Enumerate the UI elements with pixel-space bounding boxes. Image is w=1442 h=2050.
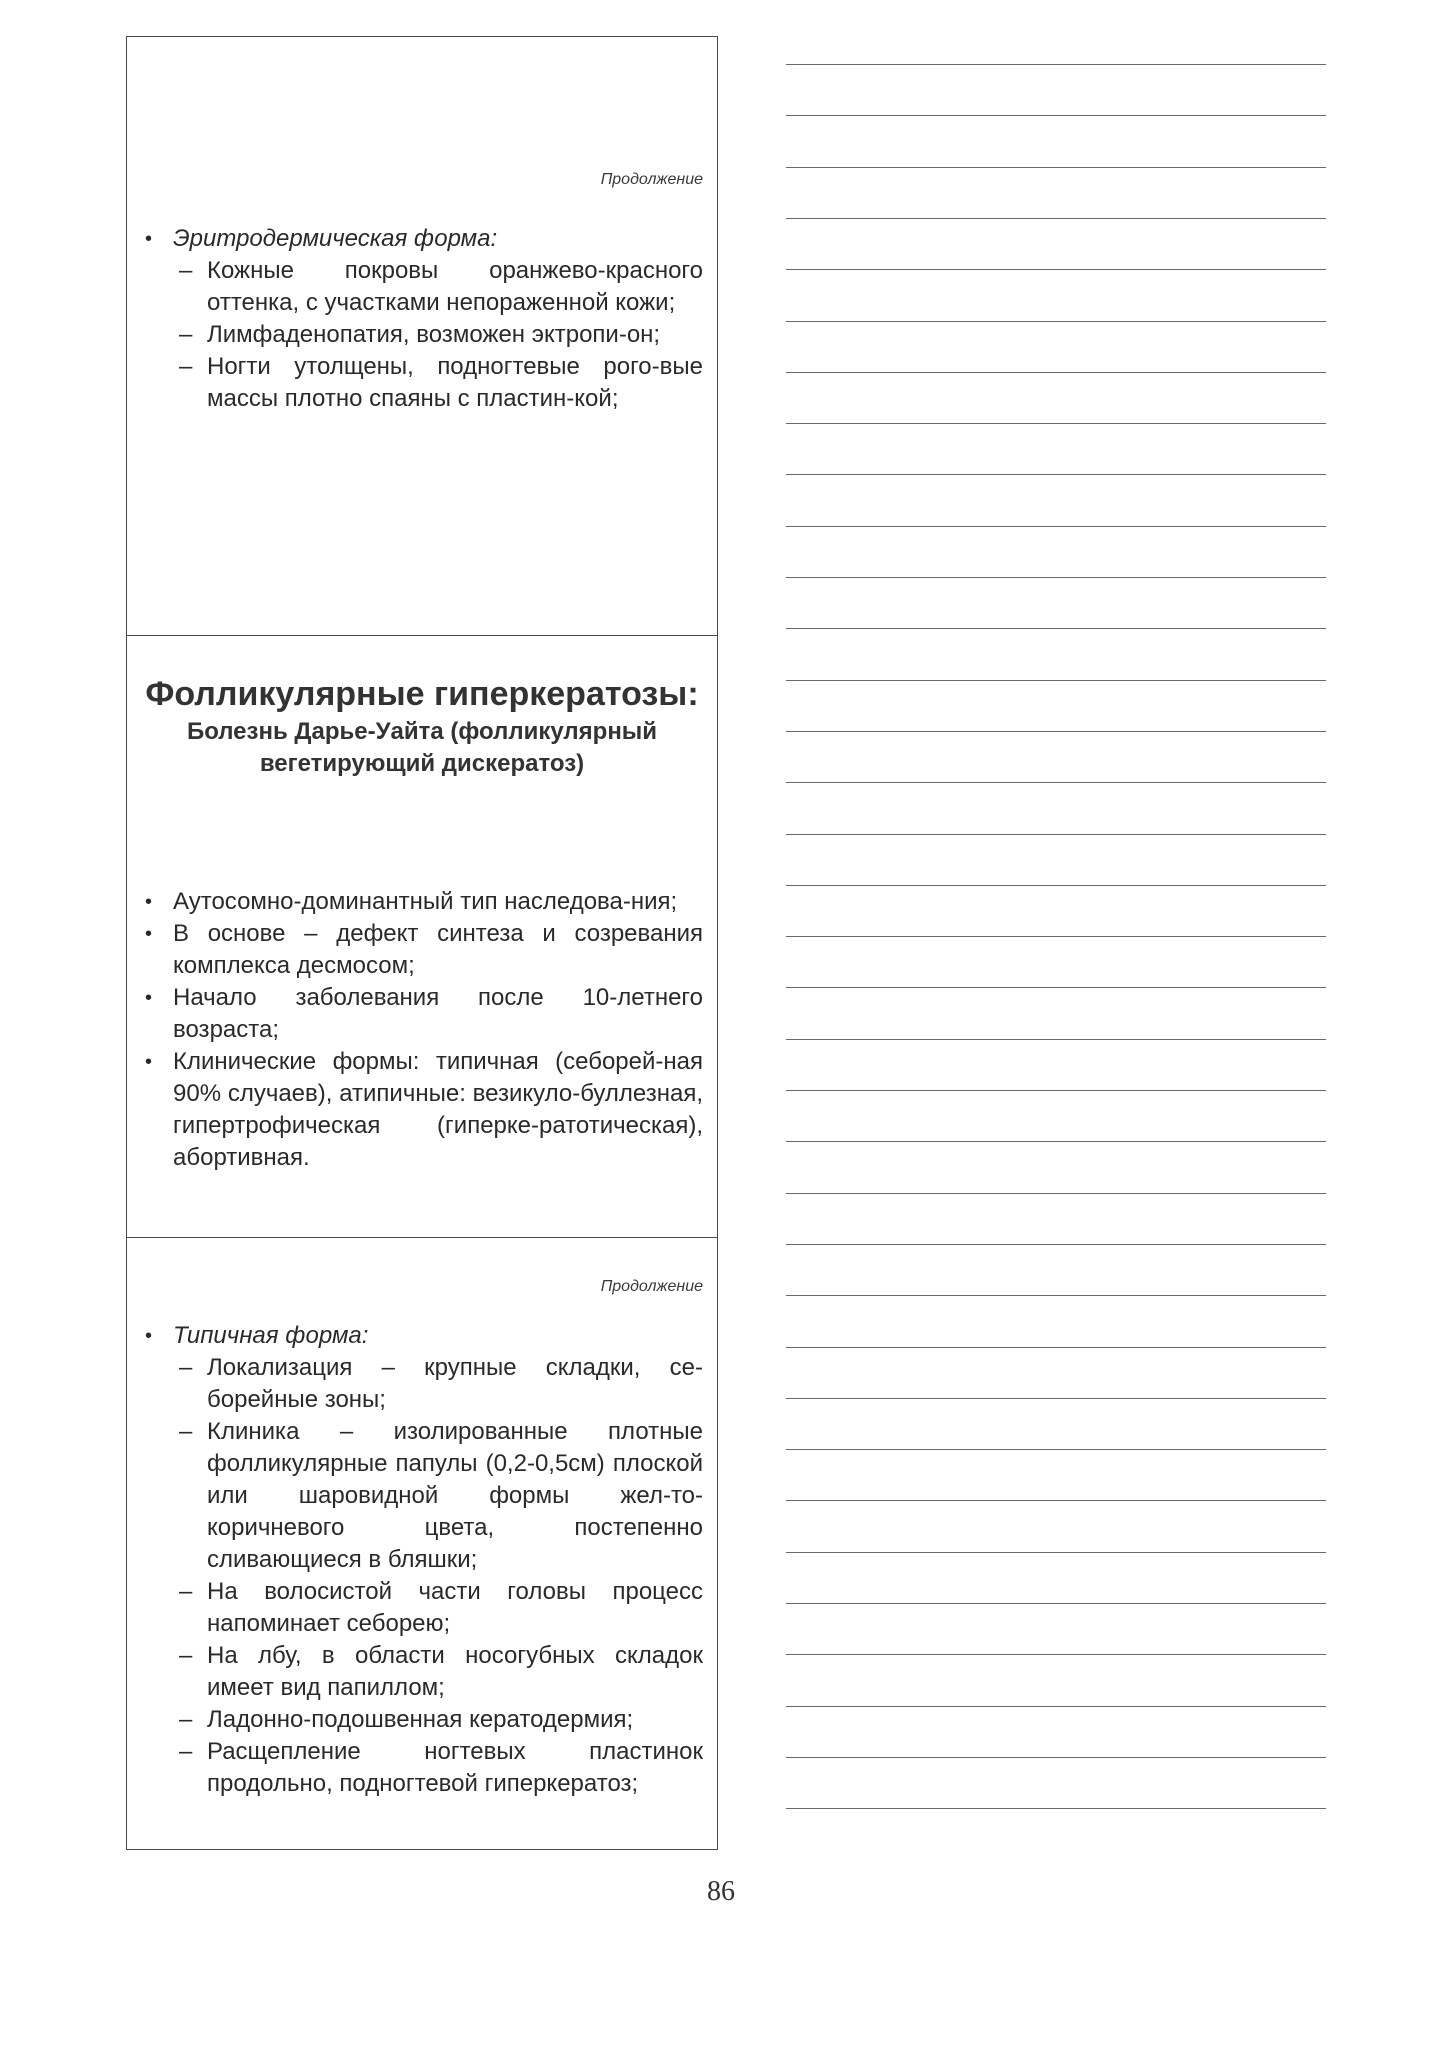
note-line xyxy=(786,1244,1326,1245)
note-line xyxy=(786,936,1326,937)
note-line xyxy=(786,628,1326,629)
note-line xyxy=(786,782,1326,783)
sub-list-item: – На лбу, в области носогубных складок имеет вид папиллом; xyxy=(173,1640,703,1704)
note-line xyxy=(786,115,1326,116)
note-line xyxy=(786,1398,1326,1399)
slide-title: Фолликулярные гиперкератозы: xyxy=(145,675,699,713)
slide-typical-form xyxy=(126,1238,718,1850)
note-line xyxy=(786,1193,1326,1194)
continuation-label: Продолжение xyxy=(600,171,703,188)
note-line xyxy=(786,1706,1326,1707)
note-line xyxy=(786,1603,1326,1604)
list-item xyxy=(139,223,703,415)
note-line xyxy=(786,526,1326,527)
sub-list-item: – Лимфаденопатия, возможен эктропи-он; xyxy=(173,319,703,351)
slide-body xyxy=(139,1320,703,1800)
note-line xyxy=(786,680,1326,681)
note-line xyxy=(786,1141,1326,1142)
note-line xyxy=(786,1808,1326,1809)
note-line xyxy=(786,987,1326,988)
note-line xyxy=(786,885,1326,886)
note-line xyxy=(786,167,1326,168)
list-item xyxy=(139,1320,703,1800)
slide-title-block xyxy=(127,674,717,780)
page-number: 86 xyxy=(707,1876,735,1907)
note-line xyxy=(786,1347,1326,1348)
list-item: • В основе – дефект синтеза и созревания комплекса десмосом; xyxy=(139,918,703,982)
note-line xyxy=(786,269,1326,270)
note-line xyxy=(786,1654,1326,1655)
note-line xyxy=(786,731,1326,732)
sub-list-item: – Ногти утолщены, подногтевые рого-вые массы плотно спаяны с пластин-кой; xyxy=(173,351,703,415)
note-line xyxy=(786,1295,1326,1296)
slide-subtitle: Болезнь Дарье-Уайта (фолликулярный вегетирующий дискератоз) xyxy=(186,718,658,777)
sub-list-item: – На волосистой части головы процесс напоминает себорею; xyxy=(173,1576,703,1640)
sub-list-item: – Локализация – крупные складки, се-борейные зоны; xyxy=(173,1352,703,1416)
item-heading: Типичная форма: xyxy=(173,1322,369,1349)
note-line xyxy=(786,577,1326,578)
note-line xyxy=(786,1500,1326,1501)
continuation-label: Продолжение xyxy=(600,1278,703,1295)
list-item: • Начало заболевания после 10-летнего возраста; xyxy=(139,982,703,1046)
sub-list-item: – Ладонно-подошвенная кератодермия; xyxy=(173,1704,703,1736)
slide-body xyxy=(139,886,703,1174)
note-line xyxy=(786,64,1326,65)
note-line xyxy=(786,1757,1326,1758)
note-line xyxy=(786,372,1326,373)
sub-list-item: – Расщепление ногтевых пластинок продольно, подногтевой гиперкератоз; xyxy=(173,1736,703,1800)
slide-darier-disease xyxy=(126,636,718,1238)
note-line xyxy=(786,1039,1326,1040)
note-line xyxy=(786,218,1326,219)
list-item: • Клинические формы: типичная (себорей-ная 90% случаев), атипичные: везикуло-буллезная, гипертрофическая (гиперке-ратотическая), абортивная. xyxy=(139,1046,703,1174)
note-line xyxy=(786,1552,1326,1553)
note-line xyxy=(786,423,1326,424)
note-line xyxy=(786,474,1326,475)
note-line xyxy=(786,1449,1326,1450)
slide-erythrodermic-form xyxy=(126,36,718,636)
note-line xyxy=(786,321,1326,322)
slide-body xyxy=(139,223,703,415)
slides-column xyxy=(126,36,718,1850)
item-heading: Эритродермическая форма: xyxy=(173,225,498,252)
note-line xyxy=(786,1090,1326,1091)
sub-list-item: – Кожные покровы оранжево-красного оттенка, с участками непораженной кожи; xyxy=(173,255,703,319)
sub-list-item: – Клиника – изолированные плотные фолликулярные папулы (0,2-0,5см) плоской или шаровидной формы жел-то-коричневого цвета, постепенно сливающиеся в бляшки; xyxy=(173,1416,703,1576)
list-item: • Аутосомно-доминантный тип наследова-ния; xyxy=(139,886,703,918)
note-line xyxy=(786,834,1326,835)
